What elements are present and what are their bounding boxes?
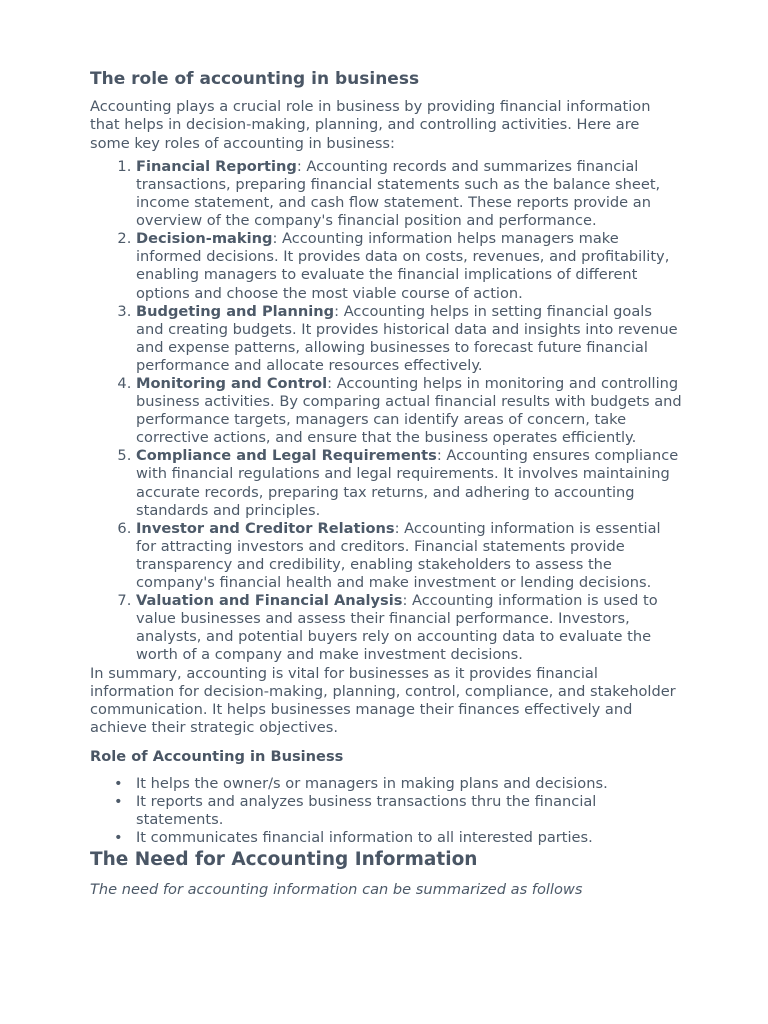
list-item <box>114 774 682 793</box>
bullet-icon: • <box>114 774 123 792</box>
role-term: Investor and Creditor Relations <box>136 519 395 537</box>
list-item <box>136 303 682 375</box>
role-term: Budgeting and Planning <box>136 302 335 320</box>
role-text: : Accounting records and summarizes financial transactions, preparing financial statements such as the balance sheet, income statement, and cash flow statement. These reports provide an overview of the company's financial position and performance. <box>136 157 661 230</box>
bullet-list <box>90 775 682 847</box>
role-text: : Accounting ensures compliance with financial regulations and legal requirements. It involves maintaining accurate records, preparing tax returns, and adhering to accounting standards and principles. <box>136 447 679 519</box>
role-text: : Accounting helps in setting financial goals and creating budgets. It provides historical data and insights into revenue and expense patterns, allowing businesses to forecast future financial performance and allocate resources effectively. <box>136 302 678 374</box>
list-item <box>136 520 682 592</box>
summary-paragraph: In summary, accounting is vital for businesses as it provides financial information for decision-making, planning, control, compliance, and stakeholder communication. It helps businesses manage their finances effectively and achieve their strategic objectives. <box>90 664 676 737</box>
role-text: : Accounting helps in monitoring and controlling business activities. By comparing actual financial results with budgets and performance targets, managers can identify areas of concern, take corrective actions, and ensure that the business operates efficiently. <box>136 375 682 447</box>
role-text: : Accounting information helps managers make informed decisions. It provides data on costs, revenues, and profitability, enabling managers to evaluate the financial implications of different options and choose the most viable course of action. <box>136 230 670 302</box>
bullet-icon: • <box>114 828 123 846</box>
section-title: The Need for Accounting Information <box>90 849 478 871</box>
document-title: The role of accounting in business <box>90 69 420 89</box>
list-item <box>114 792 682 829</box>
section-intro: The need for accounting information can be summarized as follows <box>90 881 583 899</box>
role-term: Financial Reporting <box>136 157 297 175</box>
document-page <box>90 68 682 899</box>
bullet-text: It helps the owner/s or managers in making plans and decisions. <box>136 774 608 792</box>
subheading: Role of Accounting in Business <box>90 747 344 765</box>
list-item <box>114 828 682 847</box>
role-term: Monitoring and Control <box>136 375 328 393</box>
list-item <box>136 592 682 664</box>
bullet-icon: • <box>114 792 123 810</box>
role-term: Valuation and Financial Analysis <box>136 592 403 610</box>
role-text: : Accounting information is essential for attracting investors and creditors. Financial statements provide transparency and credibility, enabling stakeholders to assess the company's financial health and make investment or lending decisions. <box>136 519 661 592</box>
roles-list <box>90 158 682 665</box>
list-item <box>136 230 682 302</box>
role-term: Decision-making <box>136 230 273 248</box>
list-item <box>136 375 682 447</box>
intro-paragraph: Accounting plays a crucial role in business by providing financial information that helps in decision-making, planning, and controlling activities. Here are some key roles of accounting in business: <box>90 98 651 152</box>
list-item <box>136 158 682 230</box>
bullet-text: It communicates financial information to all interested parties. <box>136 828 593 846</box>
bullet-text: It reports and analyzes business transactions thru the financial statements. <box>136 792 597 828</box>
list-item <box>136 447 682 519</box>
role-text: : Accounting information is used to value businesses and assess their financial performance. Investors, analysts, and potential buyers rely on accounting data to evaluate the worth of a company and make investment decisions. <box>136 592 658 664</box>
role-term: Compliance and Legal Requirements <box>136 447 437 465</box>
